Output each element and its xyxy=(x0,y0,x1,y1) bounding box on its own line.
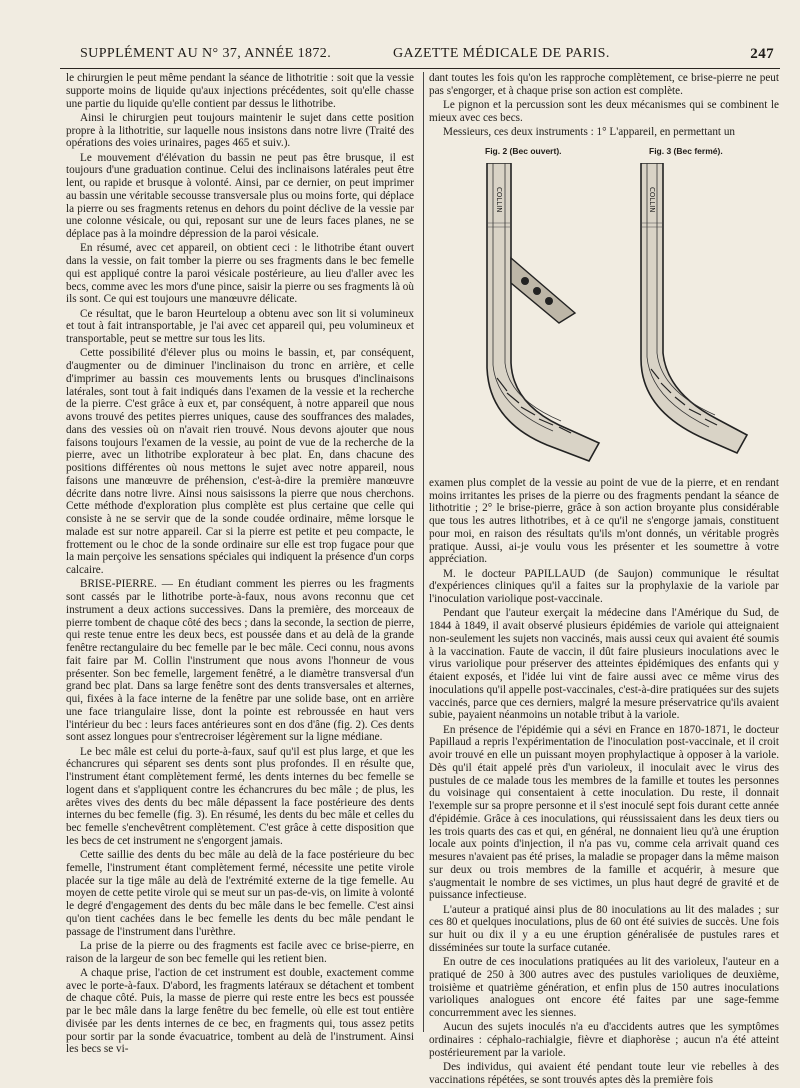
left-column xyxy=(66,72,414,1058)
column-divider xyxy=(423,72,424,1032)
paragraph: examen plus complet de la vessie au point de vue de la pierre, et en rendant moins irritantes les prises de la pierre ou des fragments pendant la séance de lithotritie ; 2° le brise-pierre, grâce à son action broyante plus considérable que tous les autres lithotribes, et à ce qu'il ne s'engorge jamais, constituent pour moi, en raison des résultats qu'ils m'ont donnés, un véritable progrès pratique. Aussi, ai-je voulu vous les présenter et les soumettre à votre appréciation. xyxy=(429,476,779,566)
paragraph: La prise de la pierre ou des fragments est facile avec ce brise-pierre, en raison de la largeur de son bec femelle qui les retient bien. xyxy=(66,939,414,965)
fig2-caption: Fig. 2 (Bec ouvert). xyxy=(485,145,562,156)
paragraph: Messieurs, ces deux instruments : 1° L'appareil, en permettant un xyxy=(443,126,736,138)
paragraph: Cette saillie des dents du bec mâle au delà de la face postérieure du bec femelle, l'instrument étant complètement fermé, nécessite une petite virole placée sur la tige mâle au delà de l'extrémité externe de la tige femelle. Au moyen de cette petite virole qui se meut sur un pas-de-vis, on limite à volonté le degré d'engagement des dents du bec mâle dans le bec femelle. C'est ainsi qu'on tient cachées dans le bec femelle les dents du bec mâle pendant le passage de l'instrument dans l'urèthre. xyxy=(66,849,414,938)
paragraph: Aucun des sujets inoculés n'a eu d'accidents autres que les symptômes ordinaires : céphalo-rachialgie, fièvre et diaphorèse ; aucun n'a été atteint postérieurement par la variole. xyxy=(429,1021,779,1059)
paragraph: le chirurgien le peut même pendant la séance de lithotritie : soit que la vessie supporte moins de liquide qu'aux injections précédentes, soit qu'elle chasse une partie du liquide qu'elle contient par dessus le lithotribe. xyxy=(66,72,414,110)
paragraph-brise-pierre: BRISE-PIERRE. — En étudiant comment les pierres ou les fragments sont cassés par le lithotribe porte-à-faux, nous avons reconnu que cet instrument a deux actions successives. Dans la première, des morceaux de pierre tombent de chaque côté des becs ; dans la seconde, la section de pierre, qui reste tenue entre les deux becs, est poussée dans et au delà de la grande fenêtre rectangulaire du bec femelle par le bec mâle. Ceci connu, nous avons fait faire par M. Collin l'instrument que nous avons l'honneur de vous présenter. Son bec femelle, largement fenêtré, a le diamètre transversal d'un grand bec plat. Dans sa large fenêtre sont des dents transversales et alternes, qui, fixées à la face interne de la fenêtre par une solide base, ont en arrière une face triangulaire lisse, dont la pointe est rebroussée en haut vers l'intérieur du bec : leurs faces antérieures sont en dos d'âne (fig. 2). Ces dents sont assez longues pour s'entrecroiser légèrement sur la ligne médiane. xyxy=(66,578,414,744)
page-number: 247 xyxy=(750,46,774,62)
paragraph: L'auteur a pratiqué ainsi plus de 80 inoculations au lit des malades ; sur ces 80 et quelques inoculations, plus de 60 ont été suivies de succès. Une fois sur huit ou dix il y a eu une éruption généralisée de pustules rares et disséminées sur toute la surface cutanée. xyxy=(429,903,779,954)
paragraph: A chaque prise, l'action de cet instrument est double, exactement comme avec le porte-à-faux. D'abord, les fragments latéraux se détachent et tombent de chaque côté. Puis, la masse de pierre qui reste entre les becs est poussée par le bec mâle dans la large fenêtre du bec femelle, où elle est tout entière divisée par les dents internes de ce bec, en fragments qui, tous assez petits pour sortir par la sonde évacuatrice, tombent au delà de l'instrument. Ainsi les becs se vi- xyxy=(66,966,414,1056)
paragraph: Ce résultat, que le baron Heurteloup a obtenu avec son lit si volumineux et tout à fait intransportable, je l'ai avec cet appareil qui, peu volumineux et transportable, peut se mettre sur tous les lits. xyxy=(66,307,414,345)
paragraph: Cette possibilité d'élever plus ou moins le bassin, et, par conséquent, d'augmenter ou de diminuer l'inclinaison du tronc en arrière, et celle d'imprimer au bassin ces mouvements lents ou brusques d'inclinaisons latérales, sont tout à fait indiqués dans l'examen de la vessie et la recherche de la pierre. C'est grâce à eux et, par conséquent, à notre appareil que nous avons trouvé des petites pierres uniques, cause des souffrances des malades, dans des vessies où on n'avait rien trouvé. Nous devons ajouter que nous faisons toujours l'examen de la vessie, au point de vue de la recherche de la pierre, avec un lithotribe explorateur à bec plat. En, dans chacune des positions différentes où nous mettons le sujet avec notre appareil, nous faisons une manœuvre de préhension, c'est-à-dire la première manœuvre décrite dans notre livre. Ainsi nous saisissons la pierre que nous cherchons. Cette méthode d'exploration plus complète est plus certaine que celle qui consiste à ne se servir que de la sonde coudée ordinaire, même lorsque le malade est sur notre appareil. Car si la pierre est petite et peu compacte, le frottement ou le choc de la sonde ordinaire sur elle est trop fugace pour que la main perçoive les sensations spéciales qui indiquent la présence d'un corps calcaire. xyxy=(66,347,414,576)
fig2-stamp: COLLIN xyxy=(495,186,503,213)
paragraph: dant toutes les fois qu'on les rapproche complètement, ce brise-pierre ne peut pas s'engorger, et à chaque prise son action est complète. xyxy=(429,72,779,97)
header-journal-title: GAZETTE MÉDICALE DE PARIS. xyxy=(393,46,610,61)
header-supplement: SUPPLÉMENT AU N° 37, ANNÉE 1872. xyxy=(80,46,332,61)
paragraph: Ainsi le chirurgien peut toujours maintenir le sujet dans cette position propre à la lithotritie, sur laquelle nous insistons dans notre livre (Traité des opérations des voies urinaires, pages 465 et suiv.). xyxy=(66,111,414,150)
paragraph: En résumé, avec cet appareil, on obtient ceci : le lithotribe étant ouvert dans la vessie, on fait tomber la pierre ou ses fragments dans le bec femelle qui est appliqué contre la paroi vésicale postérieure, au lieu d'aller avec les becs, comme avec les mors d'une pince, saisir la pierre ou ses fragments là où ils sont. Ce qui est toujours une manœuvre délicate. xyxy=(66,242,414,306)
paragraph: Le mouvement d'élévation du bassin ne peut pas être brusque, il est toujours d'une graduation continue. Celui des inclinaisons latérales peut être lent, ou rapide et brusque à volonté. Ainsi, par ce dernier, on peut imprimer au bassin une véritable secousse transversale plus ou moins forte, qui déplace la pierre ou ses fragments retenus en dehors du point déclive de la vessie par une colonne vésicale, ou qui, reposant sur une de leurs faces planes, ne se déplace pas à la moindre dépression de la paroi vésicale. xyxy=(66,151,414,240)
paragraph: Le bec mâle est celui du porte-à-faux, sauf qu'il est plus large, et que les échancrures qui séparent ses dents sont plus profondes. Il en résulte que, l'instrument étant complètement fermé, les dents internes du bec femelle se logent dans et s'appliquent contre les échancrures du bec mâle ; de plus, les arêtes vives des dents du bec mâle dépassent la face postérieure des dents internes du bec femelle (fig. 3). En résumé, les dents du bec mâle et celles du bec femelle s'enchevêtrent complètement. C'est grâce à cette disposition que les becs de cet instrument ne s'engorgent jamais. xyxy=(66,745,414,847)
paragraph: En présence de l'épidémie qui a sévi en France en 1870-1871, le docteur Papillaud a repris l'expérimentation de l'inoculation post-vaccinale, et il croit avoir trouvé en elle un puissant moyen prophylactique à opposer à la variole. Dès qu'il était appelé près d'un varioleux, il inoculait avec le virus des pustules de ce malade tous les membres de la famille et toutes les personnes du voisinage qui consentaient à cette inoculation. Du reste, il donnait l'exemple sur sa propre personne et il s'est inoculé sept fois durant cette année d'épidémie. Grâce à ces inoculations, qui réussissaient dans les deux tiers ou les trois quarts des cas et qui, en général, ne donnaient lieu qu'à une éruption locale aux points d'injection, il n'a pas vu, comme cela arrivait quand ces mesures n'avaient pas été prises, la maladie se propager dans la même maison sur deux ou trois membres de la famille et acquérir, à mesure que s'augmentait le nombre de ses victimes, un plus haut degré de gravité et de puissance infectieuse. xyxy=(429,723,779,902)
fig3-lithotribe-closed-illustration xyxy=(625,163,775,463)
paragraph: Pendant que l'auteur exerçait la médecine dans l'Amérique du Sud, de 1844 à 1849, il avait observé plusieurs épidémies de variole qui atteignaient non-seulement les sujets non vaccinés, mais aussi ceux qui avaient été soumis à la vaccination. Faute de vaccin, il dût faire plusieurs inoculations avec le virus variolique pour préserver des atteintes épidémiques des enfants qui y étaient exposés, et l'idée lui vint de faire aussi avec ce même virus des inoculations qu'il appelle post-vaccinales, c'est-à-dire pratiquées sur des sujets vaccinés, parce que ces derniers, malgré la mesure préservatrice qu'ils avaient subie, payaient néanmoins un notable tribut à la variole. xyxy=(429,607,779,722)
paragraph: En outre de ces inoculations pratiquées au lit des varioleux, l'auteur en a pratiqué de 250 à 300 autres avec des pustules varioliques de deuxième, troisième et quatrième génération, et enfin plus de 150 autres inoculations varioliques analogues ont encore été faites par une sage-femme concurremment avec les siennes. xyxy=(429,956,779,1019)
running-header xyxy=(60,44,780,69)
paragraph: Le pignon et la percussion sont les deux mécanismes qui se combinent le mieux avec ces becs. xyxy=(429,99,779,124)
paragraph-papillaud: M. le docteur PAPILLAUD (de Saujon) communique le résultat d'expériences cliniques qu'il a faites sur la prophylaxie de la variole par l'inoculation variolique post-vaccinale. xyxy=(429,567,779,605)
figures-block xyxy=(429,145,779,475)
right-column xyxy=(429,72,779,1088)
fig3-caption: Fig. 3 (Bec fermé). xyxy=(649,145,723,156)
fig3-stamp: COLLIN xyxy=(648,186,656,213)
paragraph: Des individus, qui avaient été pendant toute leur vie rebelles à des vaccinations répétées, se sont trouvés aptes dès la première fois xyxy=(429,1061,779,1086)
fig2-lithotribe-open-illustration xyxy=(449,163,619,463)
